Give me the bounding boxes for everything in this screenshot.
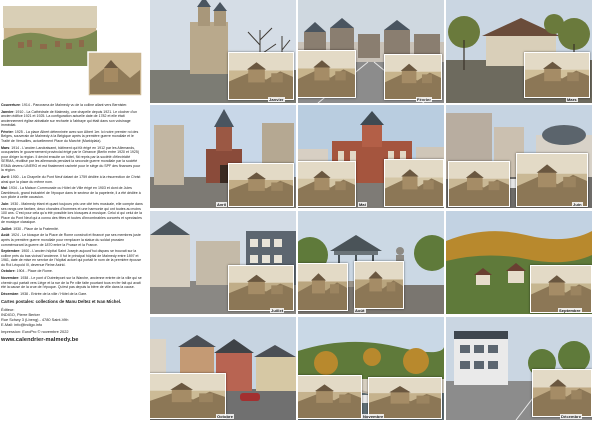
caption-aout: Août: 1924 - Le kiosque de la Place de Rome construit et financé par ses membres juste après la première guerre mondiale pour remplacer la statue du soldat prussien commémorant la guerre de 1870 entre la Prusse et la France. <box>1 233 141 247</box>
caption-month: Août <box>1 233 10 238</box>
caption-text: 1904 - Place de Rome. <box>16 269 53 274</box>
month-cell-mai <box>298 105 444 208</box>
month-cell-fevrier <box>298 0 444 103</box>
month-label-avril: Avril <box>217 202 227 207</box>
vintage-postcard-aout <box>354 261 404 309</box>
month-cell-janvier <box>150 0 296 103</box>
month-label-decembre: Décembre <box>561 414 582 419</box>
month-cell-juin <box>446 105 592 208</box>
caption-month: Juin <box>1 201 9 206</box>
month-cell-novembre <box>298 317 444 420</box>
caption-text: 1900 - L'ancien hôpital Saint Joseph aujourd'hui disparu se trouvait sur la colline près du bas vicinal l'ancienne. Il fut le principal hôpital de Malmedy entre 1897 et 1961, date de mise en service de l'hôpital actuel qui portait le nom de la première épouse du Roi Léopold III, devenue Reine Astrid. <box>1 249 142 267</box>
caption-month: Mai <box>1 186 7 191</box>
month-label-aout: Août <box>355 308 365 313</box>
caption-text: 1938 - Le pont d'Outrelepont sur la Warche, ancienne entrée de la ville qui se chemin qui partait vers Liège et la rue de la Pe ville faite pourtant tous en fer fait qui avait été la cause de la crue de l'époque. Qu'est pas depuis la bière de ville dans la cause. <box>1 276 142 290</box>
caption-cover-label: Couverture <box>1 103 20 107</box>
caption-octobre: Octobre: 1904 - Place de Rome. <box>1 269 53 274</box>
vintage-postcard-juillet <box>228 265 294 311</box>
month-label-mai: Mai <box>359 202 366 207</box>
credits-title: Cartes postales: collections de Manu Deltez et Ivan Michel. <box>1 299 122 305</box>
editor-block <box>1 308 143 328</box>
caption-septembre: Septembre: 1900 - L'ancien hôpital Saint Joseph aujourd'hui disparu se trouvait sur la colline près du bas vicinal l'ancienne. Il fut le principal hôpital de Malmedy entre 1897 et 1961, date de mise en service de l'hôpital actuel qui portait le nom de la première épouse du Roi Léopold III, devenue Reine Astrid. <box>1 249 142 267</box>
caption-month: Mars <box>1 145 10 150</box>
editor-line: INDIGO, Pierre Berker <box>1 311 40 317</box>
caption-text: 1930 - Place de la Fraternité. <box>13 226 59 231</box>
caption-mai: Mai: 1934 - La Maison Communale ou Hôtel de Ville érigé en 1903 et dont de Jules Dambleuck, grand industriel de l'époque dans le secteur de la papeterie, il a été dédiée à son pilote à cette occasion. <box>1 186 141 200</box>
caption-cover: Couverture: 1914 - Panorama de Malmedy vu de la colline allant vers Bernister. <box>1 103 128 107</box>
print-info: Impression: EuroPro © novembre 2022 <box>1 329 69 335</box>
caption-month: Septembre <box>1 249 20 254</box>
caption-column <box>0 0 145 423</box>
caption-decembre: Décembre: 1938 - Entrée de la ville / Hôtel de la Gare. <box>1 291 88 296</box>
vintage-postcard-mai <box>298 161 356 207</box>
caption-month: Juillet <box>1 226 12 231</box>
caption-text: 1910 - La Cathédrale de Malmedy, une chapelle depuis 1921. Le clocher d'un ancien édifice 1921 et 1925. La configuration actuelle date de 1782 et elle était anciennement église abbatiale sur recharte à l'abbaye qui était dans son voisinage immédiat. <box>1 109 138 128</box>
month-cell-aout <box>298 211 444 314</box>
caption-month: Février <box>1 129 13 134</box>
month-label-novembre: Novembre <box>363 414 384 419</box>
caption-cover-text: 1914 - Panorama de Malmedy vu de la colline allant vers Bernister. <box>21 103 128 107</box>
caption-juillet: Juillet: 1930 - Place de la Fraternité. <box>1 226 59 231</box>
month-label-juillet: Juillet <box>271 308 284 313</box>
cover-panorama-collage <box>0 0 145 100</box>
month-cell-juillet <box>150 211 296 314</box>
editor-label: Éditeur: <box>1 306 15 312</box>
caption-month: Novembre <box>1 276 19 281</box>
vintage-postcard-fevrier <box>298 50 356 98</box>
month-label-fevrier: Février <box>417 97 432 102</box>
month-cell-avril <box>150 105 296 208</box>
vintage-postcard-janvier <box>228 52 294 100</box>
caption-text: 1930 - Malmedy étant et quant toujours pris une cité très musicale, elle compte dans ses rangs une fanfare, deux chorales d'hommes et une harmonie qui ont toutes au moins 100 ans. C'est pour cela qu'a été possible lors kiosques à musique. Celui ci qui celui de la Place du Pont Neuf qui a connu des fêtes et toutes d'innombrables concerts et spectacles de musique classique. <box>1 201 143 225</box>
caption-month: Octobre <box>1 269 15 274</box>
editor-line: E-Mail: info@indigo.info <box>1 321 43 327</box>
editor-line: Rue Schwy 3 (Lbeng) - 4780 Saint-Vith <box>1 316 69 322</box>
caption-novembre: Novembre: 1938 - Le pont d'Outrelepont sur la Warche, ancienne entrée de la ville qui se chemin qui partait vers Liège et la rue de la Pe ville faite pourtant tous en fer fait qui avait été la cause de la crue de l'époque. Qu'est pas depuis la bière de ville dans la cause. <box>1 276 142 290</box>
caption-juin: Juin: 1930 - Malmedy étant et quant toujours pris une cité très musicale, elle compte dans ses rangs une fanfare, deux chorales d'hommes et une harmonie qui ont toutes au moins 100 ans. C'est pour cela qu'a été possible lors kiosques à musique. Celui ci qui celui de la Place du Pont Neuf qui a connu des fêtes et toutes d'innombrables concerts et spectacles de musique classique. <box>1 201 143 225</box>
caption-text: 1934 - La Maison Communale ou Hôtel de Ville érigé en 1903 et dont de Jules Dambleuck, grand industriel de l'époque dans le secteur de la papeterie, il a été dédiée à son pilote à cette occasion. <box>1 186 141 200</box>
month-cell-septembre <box>446 211 592 314</box>
vintage-postcard-decembre <box>532 369 592 417</box>
month-label-octobre: Octobre <box>217 414 234 419</box>
vintage-postcard-novembre-2 <box>298 375 362 419</box>
vintage-postcard-novembre <box>368 377 442 419</box>
vintage-postcard-juin <box>448 161 510 207</box>
caption-text: 1925 - La place Albert détenninée avec son Albert 1er. Ici notre premier roi des Belges, souverain de Malmedy à la Belgique après la première guerre mondiale et le Traité de Versailles, actuellement Place du Marché (Marktplatz). <box>1 129 139 144</box>
caption-month: Décembre <box>1 291 19 296</box>
vintage-postcard-fevrier-2 <box>384 54 442 100</box>
month-cell-octobre <box>150 317 296 420</box>
caption-avril: Avril: 1900 - La Chapelle du Pont Neuf datant de 1759 dédiée à la résurrection de Christ ainsi que la place du même nom. <box>1 175 141 184</box>
caption-month: Avril <box>1 175 9 180</box>
month-cell-mars <box>446 0 592 103</box>
caption-text: 1938 - Entrée de la ville / Hôtel de la Gare. <box>20 291 88 296</box>
vintage-postcard-juin-2 <box>516 153 588 207</box>
caption-text: 1914 - L'ancien Landratsamt, bâtiment qui fût érigé en 1912 par les Allemands, occupantes le gouvernement provincial érigé par le Gérance (Berlin entre 1920 et 1925) pour diriger la région. Il devint ensuite un hôtel, fût repris par la société d'électricité SERMA, réutilisé par les allemands pendant la seconde guerre mondiale par la société ESMA devenu UNERG et est finalement racheté pour le siège du SPF des finances pour la région. <box>1 145 141 173</box>
vintage-postcard-mai-2 <box>384 159 444 207</box>
vintage-postcard-septembre <box>530 265 592 313</box>
vintage-postcard-octobre <box>150 373 226 419</box>
vintage-postcard-mars <box>524 52 590 98</box>
caption-fevrier: Février: 1925 - La place Albert détenninée avec son Albert 1er. Ici notre premier roi des Belges, souverain de Malmedy à la Belgique après la première guerre mondiale et le Traité de Versailles, actuellement Place du Marché (Marktplatz). <box>1 129 139 144</box>
caption-janvier: Janvier: 1910 - La Cathédrale de Malmedy, une chapelle depuis 1921. Le clocher d'un ancien édifice 1921 et 1925. La configuration actuelle date de 1782 et elle était anciennement église abbatiale sur recharte à l'abbaye qui était dans son voisinage immédiat. <box>1 109 138 128</box>
vintage-postcard-avril <box>228 163 294 207</box>
website-link[interactable]: www.calendrier-malmedy.be <box>1 337 79 344</box>
month-label-juin: Juin <box>573 202 582 207</box>
caption-text: 1900 - La Chapelle du Pont Neuf datant de 1759 dédiée à la résurrection de Christ ainsi que la place du même nom. <box>1 175 141 184</box>
month-label-mars: Mars <box>567 97 577 102</box>
month-label-septembre: Septembre <box>559 308 581 313</box>
vintage-postcard-aout-2 <box>298 263 348 311</box>
caption-mars: Mars: 1914 - L'ancien Landratsamt, bâtiment qui fût érigé en 1912 par les Allemands, occupantes le gouvernement provincial érigé par le Gérance (Berlin entre 1920 et 1925) pour diriger la région. Il devint ensuite un hôtel, fût repris par la société d'électricité SERMA, réutilisé par les allemands pendant la seconde guerre mondiale par la société ESMA devenu UNERG et est finalement racheté pour le siège du SPF des finances pour la région. <box>1 145 141 173</box>
month-cell-decembre <box>446 317 592 420</box>
caption-text: 1924 - Le kiosque de la Place de Rome construit et financé par ses membres juste après la première guerre mondiale pour remplacer la statue du soldat prussien commémorant la guerre de 1870 entre la Prusse et la France. <box>1 233 141 247</box>
caption-month: Janvier <box>1 109 14 114</box>
month-label-janvier: Janvier <box>269 97 284 102</box>
